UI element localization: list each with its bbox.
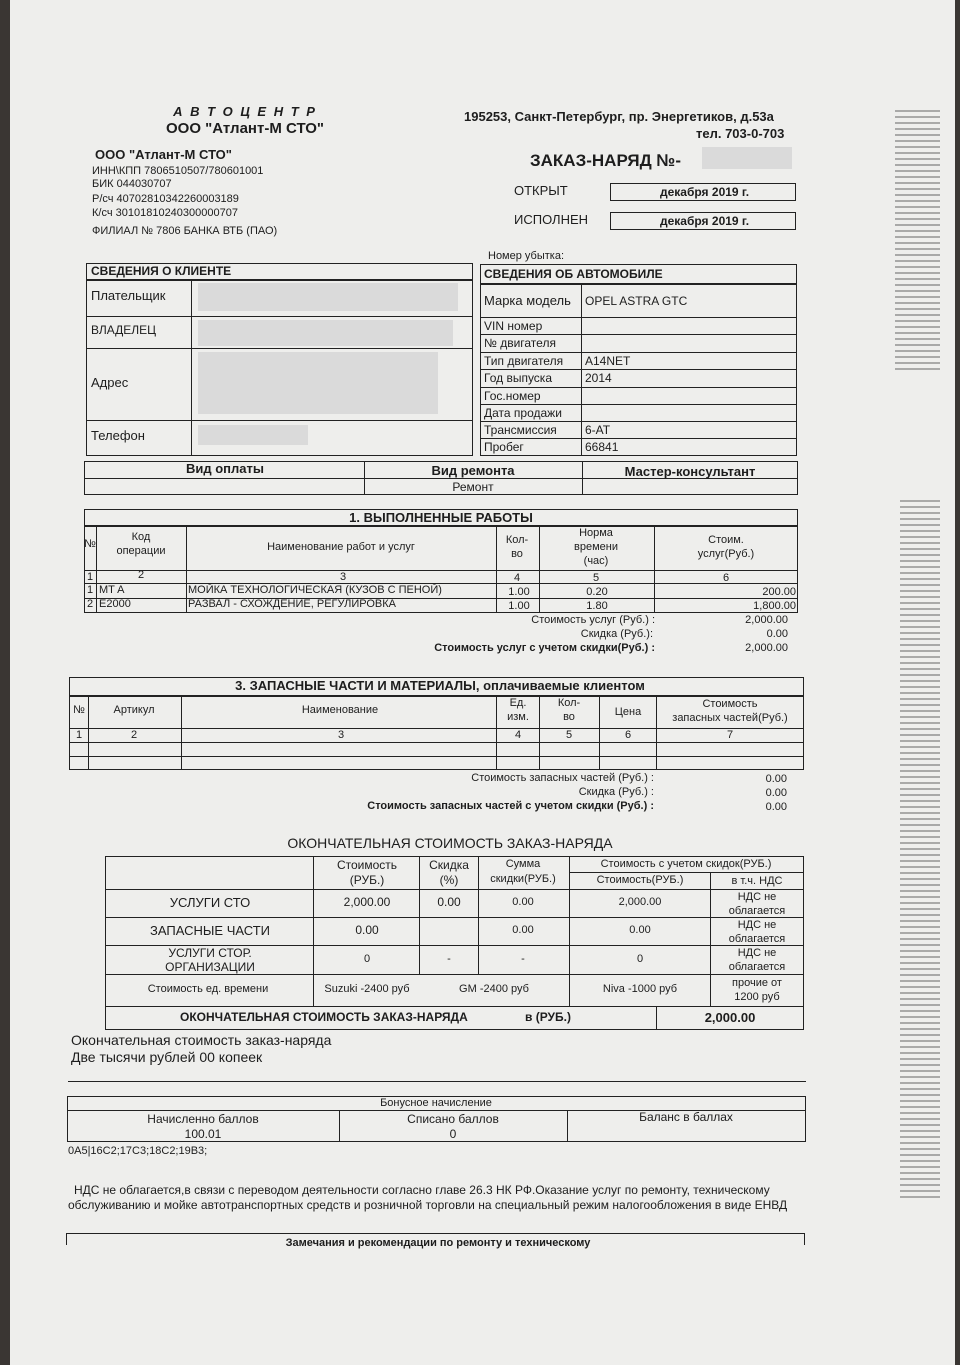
payer-label: Плательщик [91, 288, 166, 303]
divider [66, 1233, 67, 1245]
divider [69, 728, 804, 729]
final-row-vat-1: НДС не [737, 919, 777, 931]
final-h-disc-1: Скидка [429, 858, 469, 872]
table-row-code: MT A [99, 584, 125, 596]
table-row-cost: 1,800.00 [753, 600, 796, 612]
table-row-qty: 1.00 [508, 586, 530, 598]
divider [480, 334, 797, 335]
vat-note-line1: НДС не облагается,в связи с переводом деятельности согласно главе 26.3 НК РФ.Оказание услуг по ремонту, техническому [74, 1183, 770, 1197]
req-rs: Р/сч 40702810342260003189 [92, 193, 239, 205]
req-inn: ИНН\КПП 7806510507/780601001 [92, 165, 264, 177]
mileage-value: 66841 [585, 440, 619, 454]
table-row-qty: 1.00 [508, 600, 530, 612]
pay-type-label: Вид оплаты [186, 461, 264, 476]
divider [496, 525, 497, 613]
table-row-name: МОЙКА ТЕХНОЛОГИЧЕСКАЯ (КУЗОВ С ПЕНОЙ) [188, 584, 442, 596]
req-company: ООО "Атлант-М СТО" [95, 147, 232, 162]
parts-col-price: Цена [614, 706, 642, 718]
works-total-label: Стоимость услуг с учетом скидки(Руб.) : [434, 642, 655, 654]
remarks-label: Замечания и рекомендации по ремонту и техническому [285, 1237, 591, 1249]
car-heading: СВЕДЕНИЯ ОБ АВТОМОБИЛЕ [484, 267, 663, 281]
parts-col-cost-1: Стоимость [702, 698, 758, 710]
divider [496, 695, 497, 770]
table-row-norm: 0.20 [586, 586, 608, 598]
final-words-line2: Две тысячи рублей 00 копеек [71, 1049, 263, 1065]
divider [480, 387, 797, 388]
owner-redacted [198, 320, 453, 346]
final-h-cost-1: Стоимость [336, 858, 398, 872]
final-h-sum-2: скидки(РУБ.) [490, 873, 556, 885]
divider [569, 856, 570, 1006]
parts-sum-label: Стоимость запасных частей (Руб.) : [471, 772, 654, 784]
parts-total-value: 0.00 [765, 801, 787, 813]
final-row-after: 0.00 [629, 924, 651, 936]
org-line1: А В Т О Ц Е Н Т Р [173, 104, 317, 119]
final-row-label-2: ОРГАНИЗАЦИИ [165, 960, 255, 974]
table-row-norm: 1.80 [586, 600, 608, 612]
works-idx: 1 [86, 571, 94, 583]
parts-idx: 3 [337, 729, 345, 741]
bonus-code: 0A5|16C2;17C3;18C2;19B3; [68, 1145, 208, 1157]
parts-col-unit-2: изм. [507, 711, 529, 723]
req-branch: ФИЛИАЛ № 7806 БАНКА ВТБ (ПАО) [92, 225, 278, 237]
works-col-norm-3: (час) [583, 555, 609, 567]
divider [539, 525, 540, 613]
bonus-accrued-value: 100.01 [184, 1127, 222, 1141]
works-col-name: Наименование работ и услуг [267, 541, 415, 553]
phone-redacted [198, 425, 308, 445]
final-row-vat-1: НДС не [737, 891, 777, 903]
divider [86, 279, 473, 281]
final-row-vat-2: облагается [728, 933, 786, 945]
divider [480, 404, 797, 405]
table-row-code: E2000 [99, 598, 131, 610]
works-disc-value: 0.00 [766, 628, 788, 640]
works-col-code-1: Код [131, 531, 151, 543]
scan-smudge [900, 500, 940, 1200]
order-number-redacted [702, 147, 792, 169]
table-row-cost: 200.00 [762, 586, 796, 598]
divider [569, 872, 804, 873]
final-row-label: УСЛУГИ СТО [169, 895, 251, 910]
loss-number-label: Номер убытка: [488, 250, 565, 262]
table-row-no: 2 [86, 598, 94, 610]
works-disc-label: Скидка (Руб.): [580, 628, 653, 640]
divider [191, 279, 192, 456]
opened-value: декабря 2019 г. [660, 185, 750, 199]
divider [69, 756, 804, 757]
mileage-label: Пробег [484, 440, 524, 454]
final-row-sum: 0.00 [512, 924, 534, 936]
final-row-disc: 0.00 [437, 895, 461, 909]
divider [105, 974, 804, 975]
works-idx: 2 [137, 569, 145, 581]
year-label: Год выпуска [484, 371, 552, 385]
order-document [10, 0, 955, 1365]
owner-label: ВЛАДЕЛЕЦ [91, 323, 157, 337]
separator [68, 1081, 806, 1082]
final-h-sum-1: Сумма [505, 858, 541, 870]
final-row-vat-1: НДС не [737, 947, 777, 959]
divider [710, 872, 711, 1006]
model-value: OPEL ASTRA GTC [585, 294, 688, 308]
divider [480, 283, 797, 285]
works-idx: 3 [339, 571, 347, 583]
final-row-sum: - [521, 953, 525, 965]
final-row-label-1: УСЛУГИ СТОР. [168, 946, 252, 960]
parts-idx: 6 [624, 729, 632, 741]
hour-cost-gm: GM -2400 руб [459, 983, 529, 995]
works-title: 1. ВЫПОЛНЕННЫЕ РАБОТЫ [349, 510, 533, 525]
year-value: 2014 [585, 371, 612, 385]
separator [66, 1233, 804, 1234]
done-value: декабря 2019 г. [660, 214, 750, 228]
parts-col-cost-2: запасных частей(Руб.) [672, 712, 788, 724]
req-bik: БИК 044030707 [92, 178, 172, 190]
bonus-title: Бонусное начисление [380, 1097, 492, 1109]
divider [69, 695, 804, 697]
final-h-disc-2: (%) [439, 873, 459, 887]
company-address: 195253, Санкт-Петербург, пр. Энергетиков, д.53а [464, 109, 774, 124]
table-row-name: РАЗВАЛ - СХОЖДЕНИЕ, РЕГУЛИРОВКА [188, 598, 396, 610]
divider [339, 1110, 340, 1142]
works-idx: 6 [722, 572, 730, 584]
divider [656, 1006, 657, 1030]
company-phone: тел. 703-0-703 [696, 126, 785, 141]
transmission-label: Трансмиссия [484, 423, 557, 437]
parts-idx: 2 [130, 729, 138, 741]
works-total-value: 2,000.00 [745, 642, 788, 654]
repair-type-label: Вид ремонта [431, 463, 515, 478]
divider [804, 1233, 805, 1245]
divider [480, 369, 797, 370]
model-label: Марка модель [484, 293, 571, 308]
hour-cost-label: Стоимость ед. времени [147, 983, 269, 995]
divider [480, 421, 797, 422]
works-col-code-2: операции [116, 545, 166, 557]
address-redacted [198, 352, 438, 414]
final-row-sum: 0.00 [512, 896, 534, 908]
bonus-balance-label: Баланс в баллах [639, 1110, 733, 1124]
works-col-qty-2: во [511, 548, 523, 560]
address-label: Адрес [91, 375, 129, 390]
parts-col-qty-2: во [563, 711, 575, 723]
client-heading: СВЕДЕНИЯ О КЛИЕНТЕ [91, 264, 232, 278]
bonus-written-value: 0 [449, 1127, 457, 1141]
works-idx: 4 [513, 572, 521, 584]
parts-idx: 4 [514, 729, 522, 741]
divider [313, 856, 314, 1006]
divider [181, 695, 182, 770]
order-title: ЗАКАЗ-НАРЯД №- [530, 151, 682, 170]
divider [419, 856, 420, 974]
final-h-vat: в т.ч. НДС [731, 875, 783, 887]
engine-no-label: № двигателя [484, 336, 556, 350]
engine-type-value: A14NET [585, 354, 631, 368]
divider [105, 1006, 804, 1007]
org-line2: ООО "Атлант-М СТО" [165, 120, 325, 137]
parts-col-name: Наименование [301, 704, 379, 716]
final-row-cost: 0 [363, 953, 371, 965]
engine-type-label: Тип двигателя [484, 354, 564, 368]
parts-sum-value: 0.00 [765, 773, 787, 785]
divider [105, 917, 804, 918]
table-row-no: 1 [86, 584, 94, 596]
sale-date-label: Дата продажи [484, 406, 562, 420]
divider [86, 316, 473, 317]
divider [480, 352, 797, 353]
divider [656, 695, 657, 770]
final-row-vat-2: облагается [728, 961, 786, 973]
scan-smudge [895, 110, 940, 370]
divider [186, 525, 187, 613]
divider [84, 525, 798, 527]
parts-col-no: № [73, 704, 85, 716]
divider [539, 695, 540, 770]
works-col-norm-2: времени [574, 541, 618, 553]
final-words-line1: Окончательная стоимость заказ-наряда [71, 1032, 332, 1048]
final-row-disc: - [447, 953, 451, 965]
works-idx: 5 [592, 572, 600, 584]
parts-title: 3. ЗАПАСНЫЕ ЧАСТИ И МАТЕРИАЛЫ, оплачиваемые клиентом [235, 678, 645, 693]
plate-label: Гос.номер [484, 389, 541, 403]
parts-disc-value: 0.00 [765, 787, 787, 799]
divider [88, 695, 89, 770]
final-title: ОКОНЧАТЕЛЬНАЯ СТОИМОСТЬ ЗАКАЗ-НАРЯДА [287, 835, 613, 851]
parts-disc-label: Скидка (Руб.) : [578, 786, 654, 798]
divider [478, 856, 479, 974]
parts-idx: 7 [726, 729, 734, 741]
final-h-after-cost: Стоимость(РУБ.) [596, 874, 684, 886]
parts-idx: 5 [565, 729, 573, 741]
final-total-value: 2,000.00 [704, 1010, 756, 1025]
parts-col-art: Артикул [113, 704, 155, 716]
hour-cost-other-2: 1200 руб [734, 991, 780, 1003]
final-row-cost: 2,000.00 [343, 895, 391, 909]
hour-cost-niva: Niva -1000 руб [602, 983, 678, 995]
divider [480, 317, 797, 318]
final-row-after: 2,000.00 [618, 896, 662, 908]
works-col-cost-1: Стоим. [708, 534, 744, 546]
divider [86, 420, 473, 421]
bonus-written-label: Списано баллов [407, 1112, 499, 1126]
phone-label: Телефон [91, 428, 145, 443]
parts-total-label: Стоимость запасных частей с учетом скидки (Руб.) : [367, 800, 654, 812]
works-col-cost-2: услуг(Руб.) [697, 548, 755, 560]
req-ks: К/сч 30101810240300000707 [92, 207, 238, 219]
works-col-norm-1: Норма [579, 527, 613, 539]
divider [567, 1110, 568, 1142]
divider [96, 525, 97, 613]
final-row-vat-2: облагается [728, 905, 786, 917]
final-h-cost-2: (РУБ.) [349, 873, 385, 887]
hour-cost-suzuki: Suzuki -2400 руб [324, 983, 410, 995]
divider [105, 889, 804, 890]
final-total-unit: в (РУБ.) [525, 1010, 571, 1024]
divider [84, 570, 798, 571]
divider [654, 525, 655, 613]
vat-note-line2: обслуживанию и мойке автотранспортных средств и розничной торговли на специальный режим налогообложения в виде ЕНВД [68, 1198, 788, 1212]
works-sum-label: Стоимость услуг (Руб.) : [531, 614, 655, 626]
divider [480, 438, 797, 439]
bonus-accrued-label: Начисленно баллов [147, 1112, 259, 1126]
divider [86, 348, 473, 349]
parts-col-unit-1: Ед. [509, 697, 527, 709]
done-label: ИСПОЛНЕН [514, 212, 589, 227]
parts-idx: 1 [75, 729, 83, 741]
master-label: Мастер-консультант [624, 464, 756, 479]
works-col-qty-1: Кол- [505, 534, 529, 546]
divider [69, 742, 804, 743]
final-row-after: 0 [636, 953, 644, 965]
final-row-label: ЗАПАСНЫЕ ЧАСТИ [150, 923, 270, 938]
divider [599, 695, 600, 770]
final-row-cost: 0.00 [355, 923, 379, 937]
opened-label: ОТКРЫТ [514, 183, 568, 198]
works-col-no: № [84, 538, 96, 550]
hour-cost-other-1: прочие от [732, 977, 782, 989]
vin-label: VIN номер [484, 319, 543, 333]
final-total-label: ОКОНЧАТЕЛЬНАЯ СТОИМОСТЬ ЗАКАЗ-НАРЯДА [180, 1010, 468, 1024]
repair-type-value: Ремонт [452, 480, 494, 494]
works-sum-value: 2,000.00 [745, 614, 788, 626]
final-h-after: Стоимость с учетом скидок(РУБ.) [600, 858, 772, 870]
parts-col-qty-1: Кол- [557, 697, 581, 709]
payer-redacted [198, 283, 458, 311]
transmission-value: 6-AT [585, 423, 611, 437]
